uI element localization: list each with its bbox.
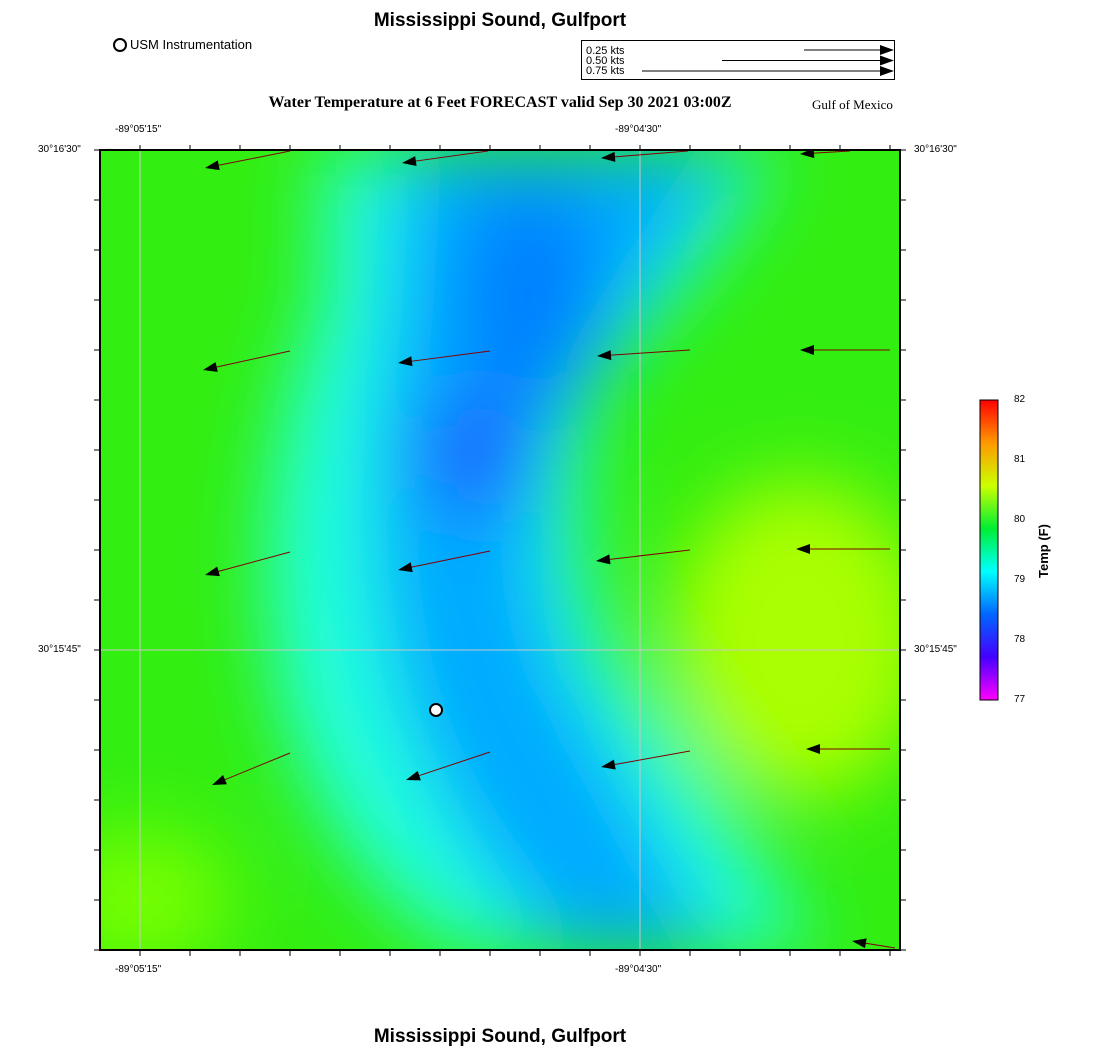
speed-scale-box: [581, 40, 895, 80]
lon-label-bottom-2: -89°04'30": [615, 964, 662, 975]
usm-instrumentation-marker[interactable]: [430, 704, 442, 716]
station-legend-label: USM Instrumentation: [130, 37, 253, 52]
region-label: Gulf of Mexico: [812, 97, 893, 112]
colorbar-tick-78: 78: [1014, 634, 1026, 645]
colorbar-tick-81: 81: [1014, 454, 1026, 465]
forecast-subtitle: Water Temperature at 6 Feet FORECAST valid Sep 30 2021 03:00Z: [268, 94, 732, 111]
station-legend: [113, 37, 252, 52]
colorbar-tick-77: 77: [1014, 694, 1026, 705]
colorbar-tick-79: 79: [1014, 574, 1026, 585]
lon-label-top-1: -89°05'15": [115, 124, 162, 135]
lat-label-right-2: 30°15'45": [914, 644, 957, 655]
temperature-map: [92, 145, 908, 957]
colorbar-scale: [980, 400, 998, 700]
map-bottom-title: Mississippi Sound, Gulfport: [373, 1026, 627, 1047]
lon-label-top-2: -89°04'30": [615, 124, 662, 135]
colorbar-title: Temp (F): [1036, 524, 1051, 578]
speed-scale-arrows: [582, 41, 894, 79]
lat-label-left-1: 30°16'30": [38, 144, 81, 155]
map-title: Mississippi Sound, Gulfport: [373, 10, 627, 31]
colorbar-tick-82: 82: [1014, 394, 1026, 405]
speed-scale-label-3: 0.75 kts: [586, 65, 625, 77]
lon-label-bottom-1: -89°05'15": [115, 964, 162, 975]
colorbar-tick-80: 80: [1014, 514, 1026, 525]
temperature-field: [92, 148, 908, 957]
lat-label-right-1: 30°16'30": [914, 144, 957, 155]
station-marker-icon: [113, 38, 127, 52]
speed-scale-label-1: 0.25 kts: [586, 45, 625, 57]
lat-label-left-2: 30°15'45": [38, 644, 81, 655]
temperature-colorbar: [976, 396, 1004, 706]
speed-scale-label-2: 0.50 kts: [586, 55, 625, 67]
